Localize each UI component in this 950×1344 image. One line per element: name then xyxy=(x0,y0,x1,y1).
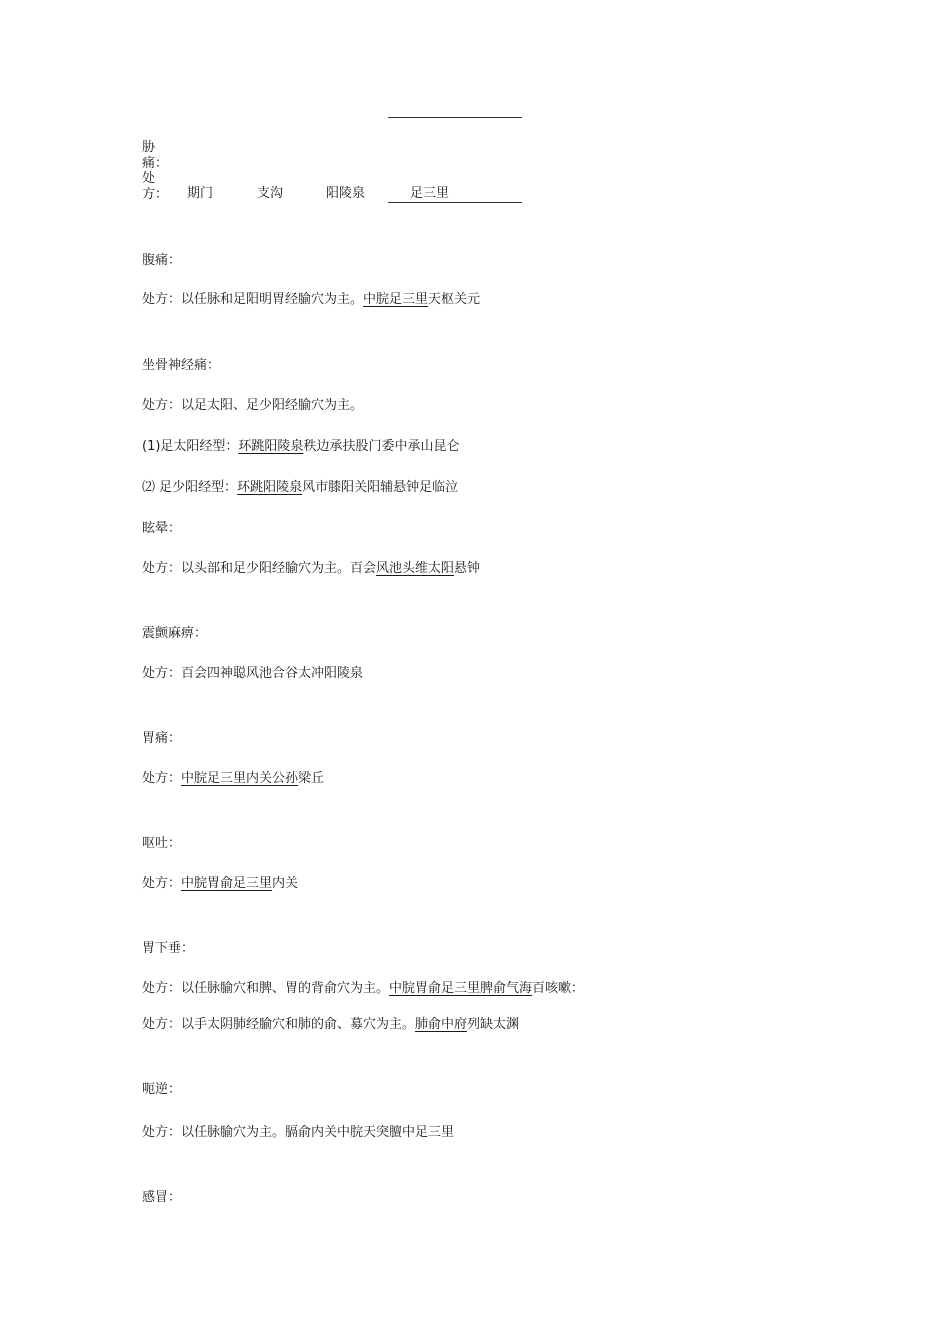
weitong-title: 胃痛： xyxy=(142,731,182,746)
zuogu-type-2 xyxy=(142,480,458,496)
kesou-other-points: 列缺太渊 xyxy=(467,1017,520,1032)
xuanyun-lead: 处方：以头部和足少阳经腧穴为主。百会 xyxy=(142,561,377,576)
header-rule xyxy=(388,117,522,118)
outu-key-points: 中脘胃俞足三里 xyxy=(181,876,273,891)
zuogu-type-2-lead: ⑵ 足少阳经型： xyxy=(142,480,238,495)
acupoint-yanglingquan: 阳陵泉 xyxy=(326,186,366,201)
weitong-prescription xyxy=(142,771,324,787)
outu-other-points: 内关 xyxy=(272,876,299,891)
eni-prescription: 处方：以任脉腧穴为主。膈俞内关中脘天突膻中足三里 xyxy=(142,1125,455,1140)
weixiachui-other-points: 百咳嗽： xyxy=(532,981,585,996)
acupoint-zhigou: 支沟 xyxy=(257,186,284,201)
acupoint-qimen: 期门 xyxy=(187,186,214,201)
zuogu-type-1-other-points: 秩边承扶股门委中承山昆仑 xyxy=(303,439,460,454)
xuanyun-title: 眩晕： xyxy=(142,521,182,536)
chanzhan-prescription: 处方：百会四神聪风池合谷太冲阳陵泉 xyxy=(142,666,364,681)
outu-prescription xyxy=(142,876,298,892)
outu-lead: 处方： xyxy=(142,876,182,891)
chanzhan-title: 震颤麻痹： xyxy=(142,626,208,641)
weitong-lead: 处方： xyxy=(142,771,182,786)
fu-tong-other-points: 天枢关元 xyxy=(428,292,481,307)
lei-tong-char-2: 痛： xyxy=(142,155,169,171)
zuogu-type-1-lead: (1)足太阳经型： xyxy=(142,439,239,454)
kesou-key-points: 肺俞中府 xyxy=(415,1017,468,1032)
xuanyun-other-points: 悬钟 xyxy=(454,561,481,576)
zuogu-type-2-other-points: 风市膝阳关阳辅悬钟足临泣 xyxy=(302,480,459,495)
fu-tong-title: 腹痛： xyxy=(142,253,182,268)
fu-tong-prescription xyxy=(142,292,480,308)
weixiachui-key-points: 中脘胃俞足三里脾俞气海 xyxy=(389,981,533,996)
eni-title: 呃逆： xyxy=(142,1082,182,1097)
ganmao-title: 感冒： xyxy=(142,1190,182,1205)
zuogu-type-2-key-points: 环跳阳陵泉 xyxy=(237,480,303,495)
zuogu-title: 坐骨神经痛： xyxy=(142,358,221,373)
lei-tong-char-4: 方： xyxy=(142,186,169,202)
weixiachui-lead: 处方：以任脉腧穴和脾、胃的背俞穴为主。 xyxy=(142,981,390,996)
fu-tong-key-points: 中脘足三里 xyxy=(363,292,429,307)
zuogu-type-1-key-points: 环跳阳陵泉 xyxy=(238,439,304,454)
acupoint-zusanli: 足三里 xyxy=(388,186,522,203)
weitong-other-points: 梁丘 xyxy=(298,771,325,786)
lei-tong-char-3: 处 xyxy=(142,171,156,186)
fu-tong-lead: 处方：以任脉和足阳明胃经腧穴为主。 xyxy=(142,292,364,307)
weixiachui-title: 胃下垂： xyxy=(142,941,195,956)
zuogu-prescription: 处方：以足太阳、足少阳经腧穴为主。 xyxy=(142,398,364,413)
xuanyun-key-points: 风池头维太阳 xyxy=(376,561,455,576)
weitong-key-points: 中脘足三里内关公孙 xyxy=(181,771,299,786)
kesou-prescription xyxy=(142,1017,519,1033)
xuanyun-prescription xyxy=(142,561,480,577)
lei-tong-heading xyxy=(142,140,168,202)
lei-tong-char-1: 胁 xyxy=(142,140,156,155)
kesou-lead: 处方：以手太阴肺经腧穴和肺的俞、募穴为主。 xyxy=(142,1017,416,1032)
outu-title: 呕吐： xyxy=(142,836,182,851)
weixiachui-prescription xyxy=(142,981,584,997)
zuogu-type-1 xyxy=(142,439,459,455)
